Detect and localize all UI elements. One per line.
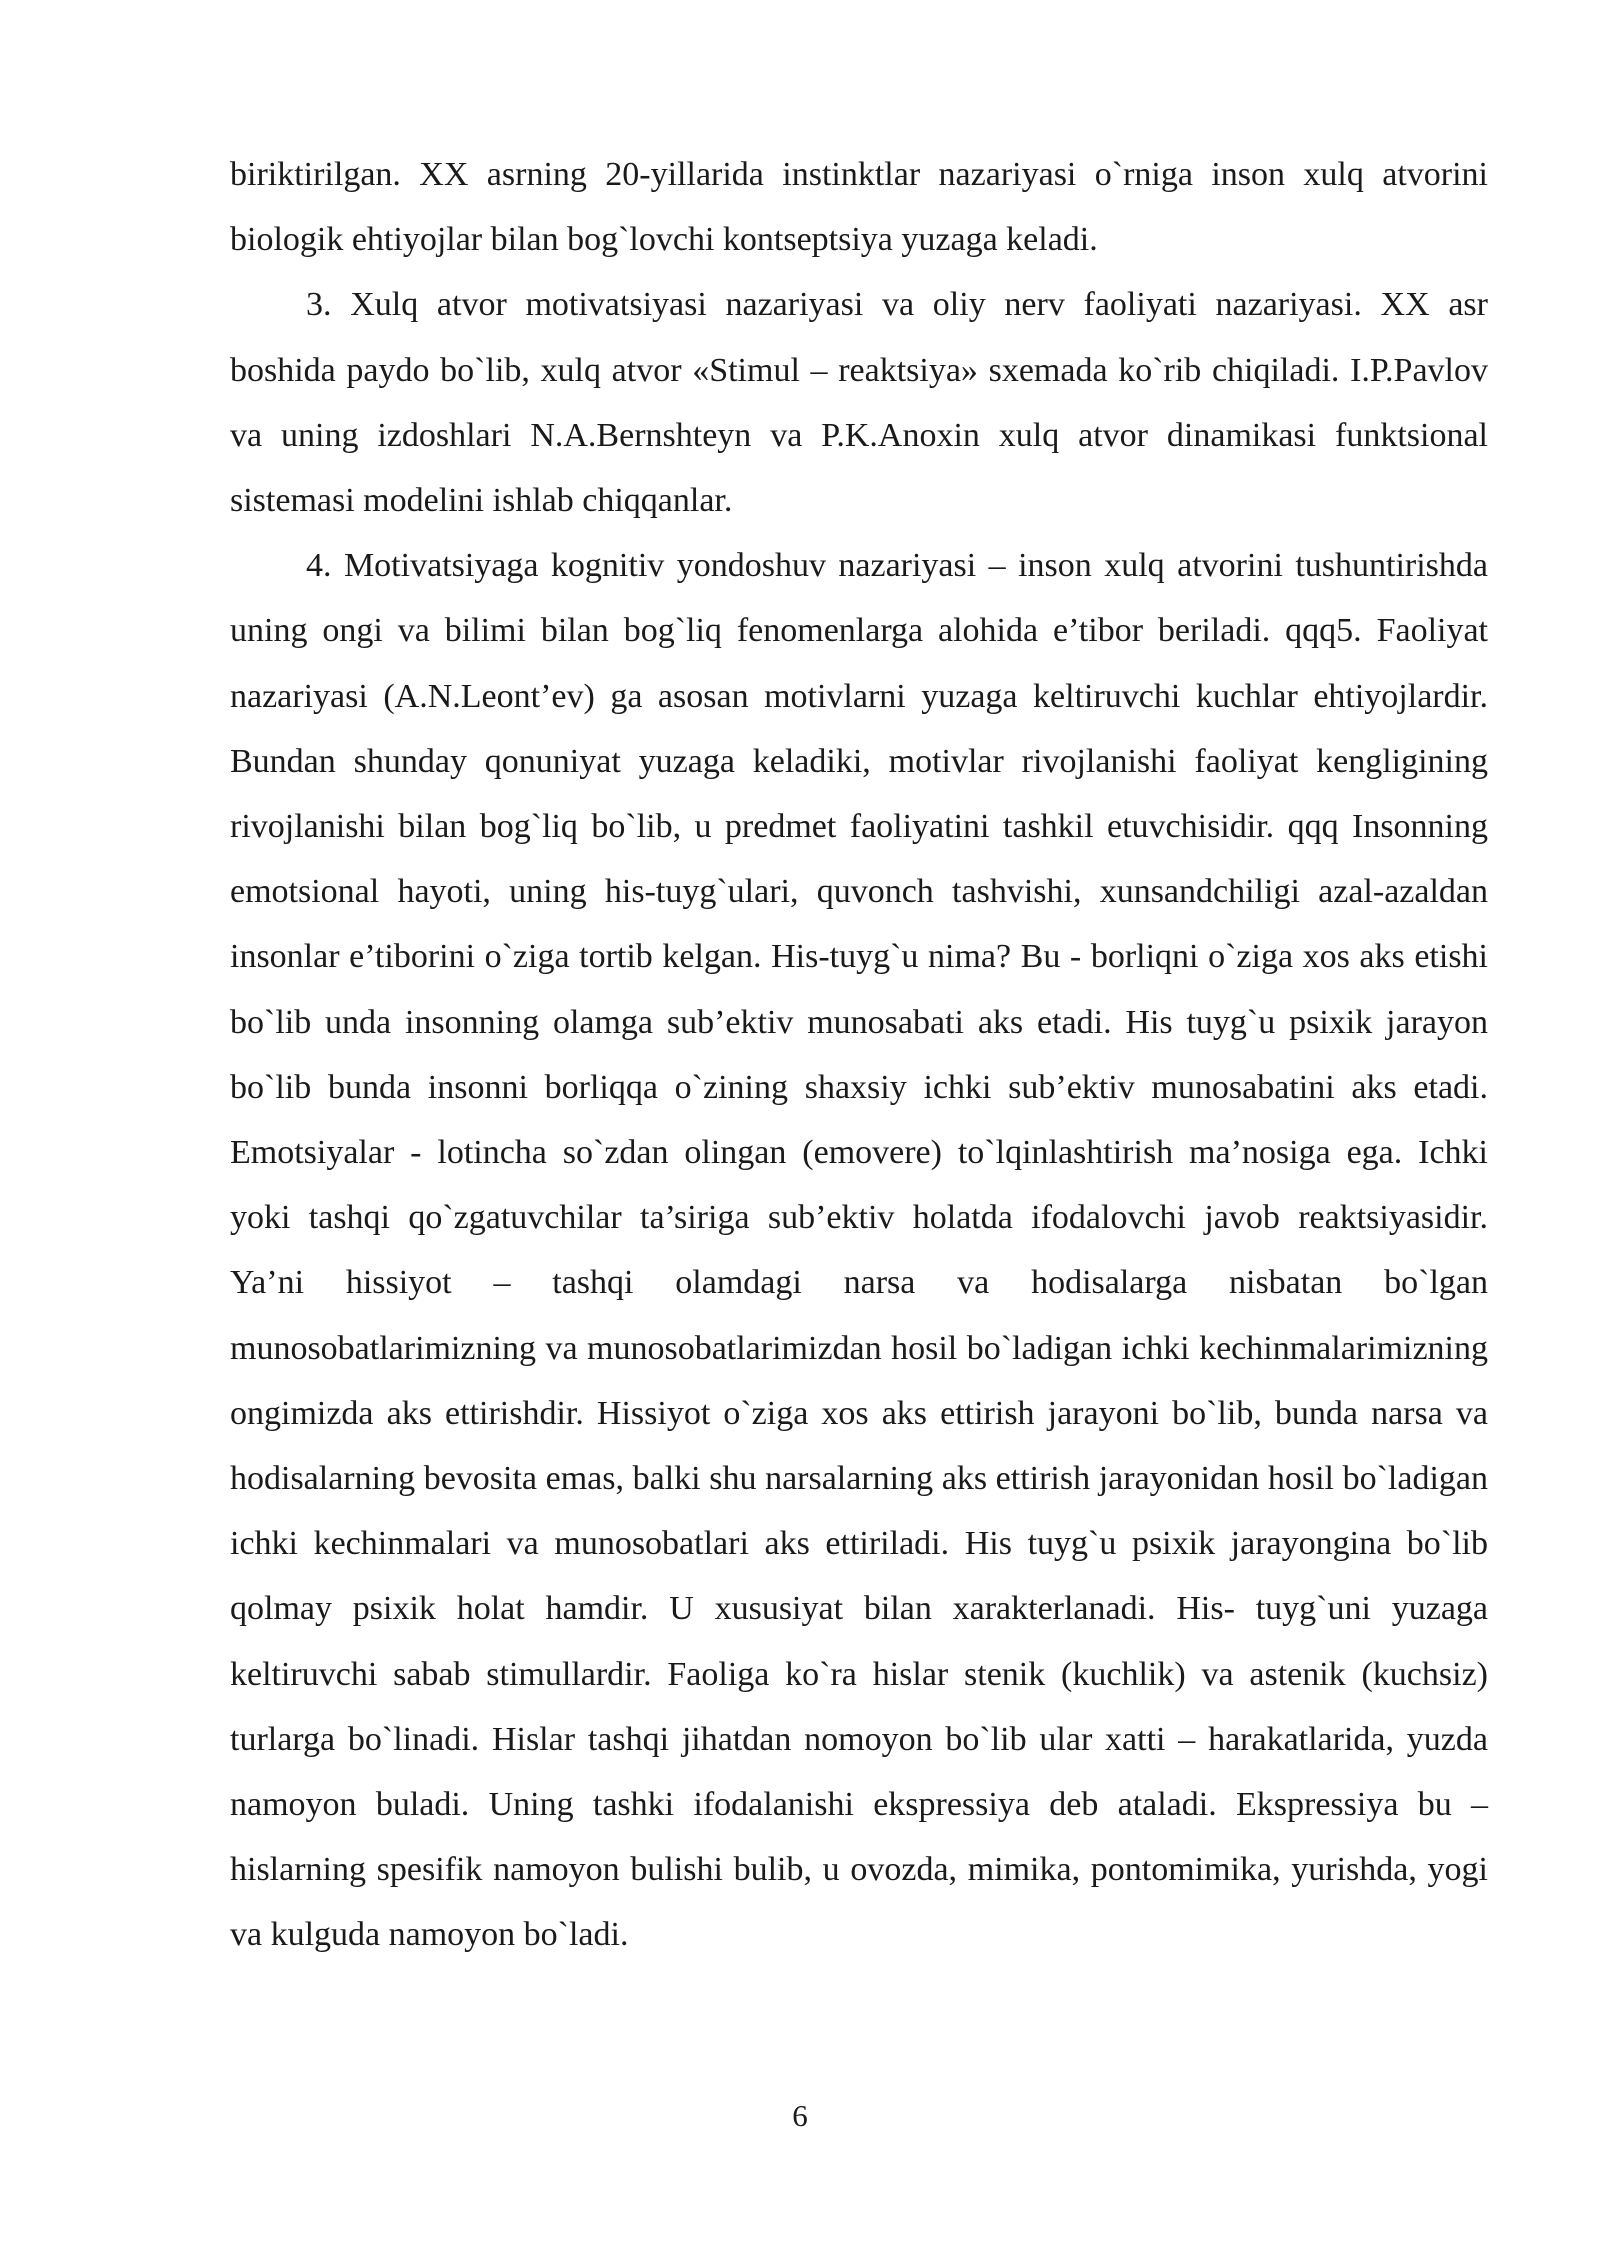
page-number: 6 bbox=[792, 2098, 808, 2133]
document-body bbox=[230, 142, 1488, 1968]
paragraph-2: 3. Xulq atvor motivatsiyasi nazariyasi va oliy nerv faoliyati nazariyasi. XX asr boshida paydo bo`lib, xulq atvor «Stimul – reaktsiya» sxemada ko`rib chiqiladi. I.P.Pavlov va uning izdoshlari N.A.Bernshteyn va P.K.Anoxin xulq atvor dinamikasi funktsional sistemasi modelini ishlab chiqqanlar. bbox=[230, 286, 1488, 520]
paragraph-3: 4. Motivatsiyaga kognitiv yondoshuv nazariyasi – inson xulq atvorini tushuntirishda uning ongi va bilimi bilan bog`liq fenomenlarga alohida e’tibor beriladi. qqq5. Faoliyat nazariyasi (A.N.Leont’ev) ga asosan motivlarni yuzaga keltiruvchi kuchlar ehtiyojlardir. Bundan shunday qonuniyat yuzaga keladiki, motivlar rivojlanishi faoliyat kengligining rivojlanishi bilan bog`liq bo`lib, u predmet faoliyatini tashkil etuvchisidir. qqq Insonning emotsional hayoti, uning his-tuyg`ulari, quvonch tashvishi, xunsandchiligi azal-azaldan insonlar e’tiborini o`ziga tortib kelgan. His-tuyg`u nima? Bu - borliqni o`ziga xos aks etishi bo`lib unda insonning olamga sub’ektiv munosabati aks etadi. His tuyg`u psixik jarayon bo`lib bunda insonni borliqqa o`zining shaxsiy ichki sub’ektiv munosabatini aks etadi. Emotsiyalar - lotincha so`zdan olingan (emovere) to`lqinlashtirish ma’nosiga ega. Ichki yoki tashqi qo`zgatuvchilar ta’siriga sub’ektiv holatda ifodalovchi javob reaktsiyasidir. Ya’ni hissiyot – tashqi olamdagi narsa va hodisalarga nisbatan bo`lgan munosobatlarimizning va munosobatlarimizdan hosil bo`ladigan ichki kechinmalarimizning ongimizda aks ettirishdir. Hissiyot o`ziga xos aks ettirish jarayoni bo`lib, bunda narsa va hodisalarning bevosita emas, balki shu narsalarning aks ettirish jarayonidan hosil bo`ladigan ichki kechinmalari va munosobatlari aks ettiriladi. His tuyg`u psixik jarayongina bo`lib qolmay psixik holat hamdir. U xususiyat bilan xarakterlanadi. His- tuyg`uni yuzaga keltiruvchi sabab stimullardir. Faoliga ko`ra hislar stenik (kuchlik) va astenik (kuchsiz) turlarga bo`linadi. Hislar tashqi jihatdan nomoyon bo`lib ular xatti – harakatlarida, yuzda namoyon buladi. Uning tashki ifodalanishi ekspressiya deb ataladi. Ekspressiya bu – hislarning spesifik namoyon bulishi bulib, u ovozda, mimika, pontomimika, yurishda, yogi va kulguda namoyon bo`ladi. bbox=[230, 547, 1488, 1954]
paragraph-1: biriktirilgan. XX asrning 20-yillarida instinktlar nazariyasi o`rniga inson xulq atvorini biologik ehtiyojlar bilan bog`lovchi kontseptsiya yuzaga keladi. bbox=[230, 156, 1488, 259]
